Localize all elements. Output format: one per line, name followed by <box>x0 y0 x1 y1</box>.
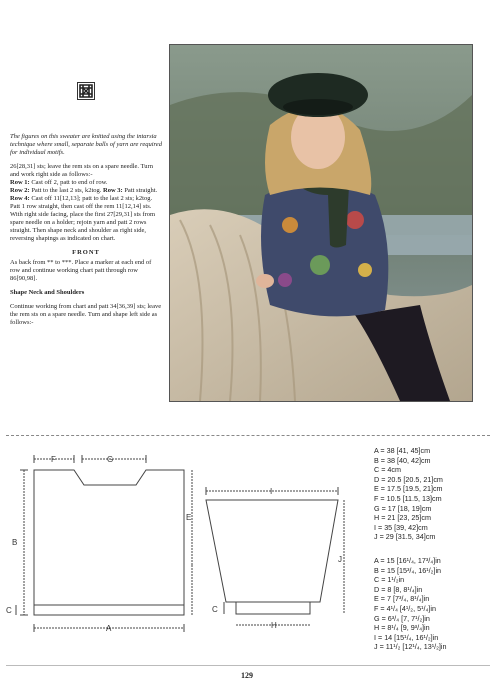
body-outline <box>34 470 184 615</box>
label-G: G <box>107 455 114 464</box>
front-text: As back from ** to ***. Place a marker at each end of row and continue working chart patt through row 86[90,98]. <box>10 259 152 282</box>
measurement-item: F = 4¹/₄ [4¹/₂, 5¹/₄]in <box>374 603 436 613</box>
row-text: Patt straight. <box>122 187 158 194</box>
measurement-item: E = 7 [7³/₄, 8¹/₄]in <box>374 594 430 604</box>
measurement-item: J = 29 [31.5, 34]cm <box>374 532 436 542</box>
measurement-item: H = 21 [23, 25]cm <box>374 513 431 523</box>
label-A: A <box>106 624 112 633</box>
row-text: Cast off 2, patt to end of row. <box>29 179 108 186</box>
measurement-item: J = 11¹/₂ [12¹/₄, 13¹/₂]in <box>374 642 447 652</box>
measurement-item: D = 20.5 [20.5, 21]cm <box>374 474 443 484</box>
measurement-item: G = 17 [18, 19]cm <box>374 503 432 513</box>
measurement-item: C = 4cm <box>374 465 401 475</box>
sleeve-outline <box>206 500 338 602</box>
row-instructions <box>10 179 162 243</box>
row-text: Patt to the last 2 sts, k2tog. <box>29 187 102 194</box>
measurement-item: B = 38 [40, 42]cm <box>374 455 431 465</box>
section-divider <box>6 435 490 436</box>
row-label: Row 1: <box>10 179 30 186</box>
body-schematic <box>6 450 196 640</box>
front-heading: FRONT <box>72 249 100 256</box>
measurement-item: C = 1¹/₂in <box>374 575 405 585</box>
measurement-item: G = 6³/₄ [7, 7¹/₂]in <box>374 613 430 623</box>
shape-heading: Shape Neck and Shoulders <box>10 289 85 296</box>
measurement-item: E = 17.5 [19.5, 21]cm <box>374 484 443 494</box>
label-C-sleeve: C <box>212 605 218 614</box>
label-H: H <box>271 621 277 630</box>
shape-text: Continue working from chart and patt 34[36,39] sts; leave the rem sts on a spare needle. Turn and shape left side as follows:- <box>10 303 162 326</box>
instruction-para: 26[28,31] sts; leave the rem sts on a spare needle. Turn and work right side as follows:- <box>10 163 153 178</box>
label-J: J <box>338 555 342 564</box>
measurement-item: B = 15 [15³/₄, 16¹/₂]in <box>374 565 442 575</box>
measurement-item: A = 15 [16¹/₄, 17³/₄]in <box>374 556 441 565</box>
row-label: Row 4: <box>10 195 30 202</box>
measurement-item: A = 38 [41, 45]cm <box>374 446 431 455</box>
label-F: F <box>51 455 56 464</box>
measurement-item: I = 35 [39, 42]cm <box>374 522 428 532</box>
celtic-knot-icon <box>77 82 95 100</box>
measurement-item: I = 14 [15¹/₄, 16¹/₂]in <box>374 632 439 642</box>
label-B: B <box>12 538 18 547</box>
row-label: Row 3: <box>103 187 123 194</box>
label-C: C <box>6 606 12 615</box>
measurement-item: H = 8¹/₄ [9, 9³/₄]in <box>374 623 430 633</box>
intro-note: The figures on this sweater are knitted using the intarsia technique where small, separate balls of yarn are required for individual motifs. <box>10 133 162 156</box>
measurement-item: D = 8 [8, 8¹/₄]in <box>374 584 423 594</box>
sleeve-schematic <box>198 482 348 632</box>
instructions-column <box>10 133 162 333</box>
page-number: 129 <box>241 671 253 680</box>
row-text: Cast off 11[12,13]; patt to the last 2 sts; k2tog. Patt 1 row straight, then cast off the rem 11[12,14] sts. With right side facing, place the first 27[29,31] sts from spare needle on a holder; rejoin yarn and patt 2 rows straight. Then shape neck and shoulder as right side, reversing shapings as indicated on chart. <box>10 195 156 242</box>
footer-divider <box>6 665 490 666</box>
measurement-item: F = 10.5 [11.5, 13]cm <box>374 493 442 503</box>
label-E: E <box>186 513 192 522</box>
row-label: Row 2: <box>10 187 30 194</box>
photo-illustration <box>170 45 472 401</box>
measurements-cm <box>374 446 443 542</box>
measurements-in <box>374 556 447 652</box>
photo-girl-on-horse <box>169 44 473 402</box>
label-I: I <box>270 487 273 496</box>
